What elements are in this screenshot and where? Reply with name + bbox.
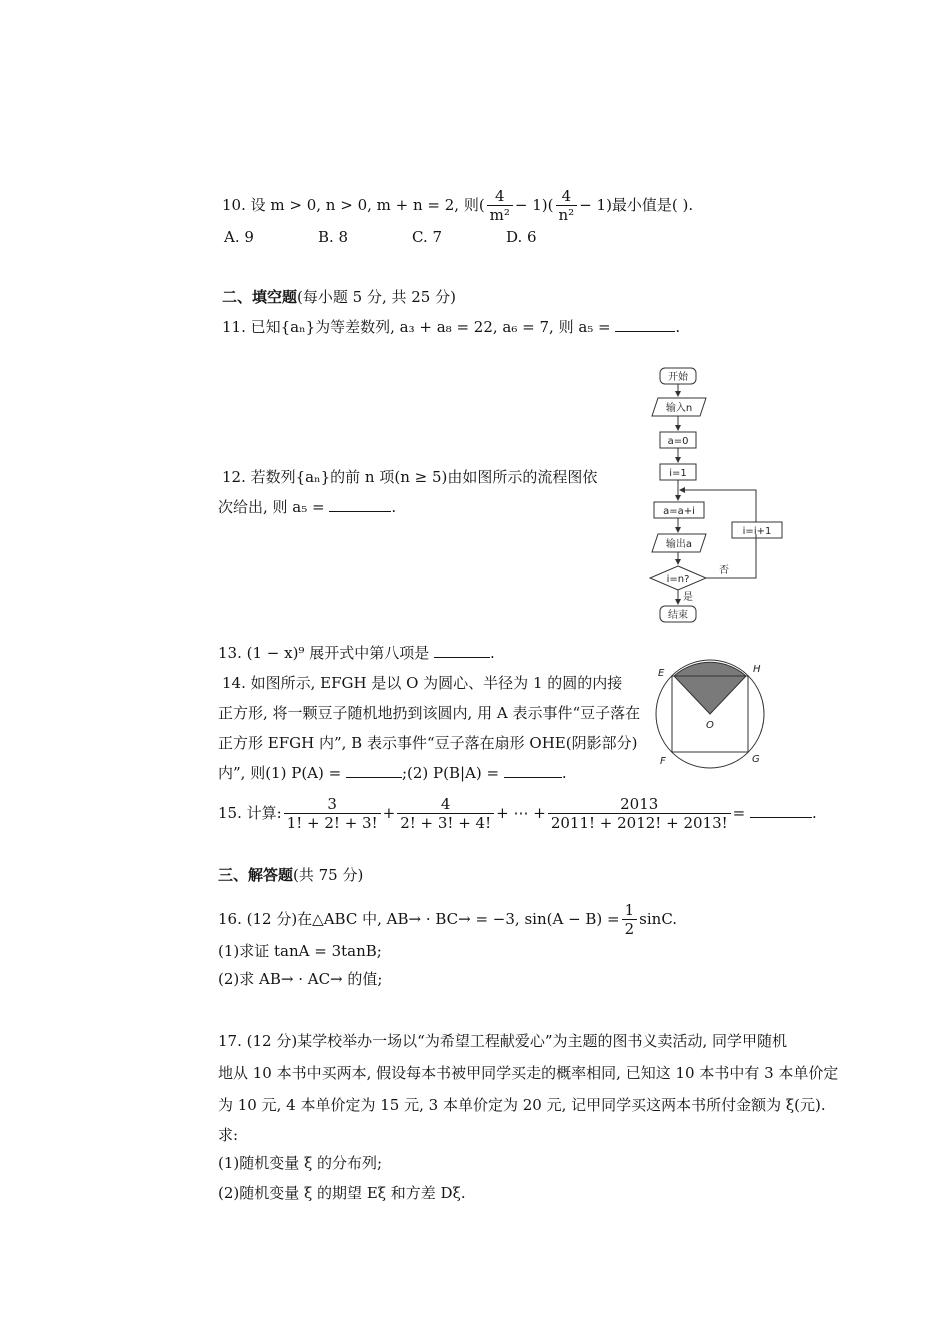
q11-text: 11. 已知{aₙ}为等差数列, a₃ + a₈ = 22, a₆ = 7, 则 a₅ = bbox=[222, 318, 611, 336]
q17-part1: (1)随机变量 ξ 的分布列; bbox=[218, 1154, 383, 1172]
q16-stem bbox=[218, 902, 677, 938]
circle-figure bbox=[650, 656, 770, 774]
q17-line3: 为 10 元, 4 本单价定为 15 元, 3 本单价定为 20 元, 记甲同学买这两本书所付金额为 ξ(元). bbox=[218, 1096, 826, 1114]
q10-f1-den: m² bbox=[489, 205, 510, 224]
q10-stem-mid: − 1)( bbox=[514, 195, 554, 214]
q10-option-c: C. 7 bbox=[412, 228, 443, 246]
label-h: H bbox=[753, 664, 761, 675]
q10-stem-part-b: − 1)最小值是( ). bbox=[579, 195, 694, 214]
q16-frac-num: 1 bbox=[622, 902, 638, 920]
q15-answer-blank bbox=[750, 815, 812, 818]
q12-end: . bbox=[391, 498, 397, 516]
q15-label: 15. 计算: bbox=[218, 803, 282, 822]
flow-cond-text: i=n? bbox=[666, 574, 690, 585]
q13-end: . bbox=[490, 644, 495, 662]
q10-option-d: D. 6 bbox=[506, 228, 537, 246]
q14-line1: 14. 如图所示, EFGH 是以 O 为圆心、半径为 1 的圆的内接 bbox=[222, 674, 623, 692]
q10-option-b: B. 8 bbox=[318, 228, 349, 246]
q10-option-a: A. 9 bbox=[224, 228, 254, 246]
flow-yes-label: 是 bbox=[683, 592, 693, 603]
flow-update-a-text: a=a+i bbox=[663, 506, 695, 517]
q15-t3-num: 2013 bbox=[548, 796, 731, 814]
q14-answer-blank-1 bbox=[346, 775, 402, 778]
q14-line4b: ;(2) P(B|A) = bbox=[401, 764, 500, 782]
q10-stem-part-a: 10. 设 m > 0, n > 0, m + n = 2, 则( bbox=[222, 195, 485, 214]
flow-output-text: 输出a bbox=[665, 539, 693, 550]
flow-end-text: 结束 bbox=[668, 610, 688, 621]
section3-title: 三、解答题 bbox=[218, 866, 294, 884]
q14-line4 bbox=[218, 766, 567, 781]
flow-input-text: 输入n bbox=[665, 403, 693, 414]
section2-heading bbox=[222, 290, 456, 305]
label-f: F bbox=[660, 756, 666, 767]
flow-loop-line bbox=[706, 534, 756, 578]
q15-t2-den: 2! + 3! + 4! bbox=[400, 813, 492, 832]
label-e: E bbox=[658, 668, 665, 679]
q15-t3-den: 2011! + 2012! + 2013! bbox=[550, 813, 728, 832]
q10-stem bbox=[222, 188, 693, 224]
q16-fraction bbox=[622, 902, 638, 938]
section2-title: 二、填空题 bbox=[222, 288, 298, 306]
q11-answer-blank bbox=[615, 329, 675, 332]
q16-frac-den: 2 bbox=[624, 919, 635, 938]
q15-term-1 bbox=[284, 796, 381, 832]
q16-part1: (1)求证 tanA = 3tanB; bbox=[218, 942, 382, 960]
q10-fraction-2 bbox=[556, 188, 578, 224]
q16-stem-b: sinC. bbox=[639, 909, 678, 928]
q14-line3: 正方形 EFGH 内”, B 表示事件“豆子落在扇形 OHE(阴影部分) bbox=[218, 734, 638, 752]
q13-text: 13. (1 − x)⁹ 展开式中第八项是 bbox=[218, 644, 430, 662]
q10-fraction-1 bbox=[487, 188, 513, 224]
q12-line2 bbox=[218, 500, 396, 515]
q11-end: . bbox=[675, 318, 681, 336]
q12-line1: 12. 若数列{aₙ}的前 n 项(n ≥ 5)由如图所示的流程图依 bbox=[222, 468, 598, 486]
q17-line4: 求: bbox=[218, 1126, 239, 1144]
q14-line4a: 内”, 则(1) P(A) = bbox=[218, 764, 342, 782]
q15-dots: + ⋯ + bbox=[496, 803, 546, 822]
q10-f2-num: 4 bbox=[556, 188, 578, 206]
flowchart bbox=[640, 360, 800, 630]
q15-term-3 bbox=[548, 796, 731, 832]
q17-part2: (2)随机变量 ξ 的期望 Eξ 和方差 Dξ. bbox=[218, 1184, 466, 1202]
q12-line2-text: 次给出, 则 a₅ = bbox=[218, 498, 325, 516]
label-o: O bbox=[706, 720, 714, 731]
q15-eq: = bbox=[732, 803, 746, 822]
section3-heading bbox=[218, 868, 363, 883]
q15-t2-num: 4 bbox=[397, 796, 494, 814]
q17-line1: 17. (12 分)某学校举办一场以“为希望工程献爱心”为主题的图书义卖活动, 同学甲随机 bbox=[218, 1032, 788, 1050]
q14-end: . bbox=[561, 764, 567, 782]
q11 bbox=[222, 320, 680, 335]
q15-t1-den: 1! + 2! + 3! bbox=[286, 813, 378, 832]
flow-start-text: 开始 bbox=[668, 372, 688, 383]
section2-note: (每小题 5 分, 共 25 分) bbox=[297, 288, 456, 306]
q16-part2: (2)求 AB→ · AC→ 的值; bbox=[218, 970, 383, 988]
q13 bbox=[218, 646, 495, 661]
section3-note: (共 75 分) bbox=[293, 866, 364, 884]
q15-t1-num: 3 bbox=[284, 796, 381, 814]
q15-end: . bbox=[812, 803, 817, 822]
flow-no-label: 否 bbox=[719, 565, 729, 576]
flow-update-i-text: i=i+1 bbox=[742, 526, 772, 537]
q14-line2: 正方形, 将一颗豆子随机地扔到该圆内, 用 A 表示事件“豆子落在 bbox=[218, 704, 641, 722]
q15-plus: + bbox=[382, 803, 396, 822]
q14-answer-blank-2 bbox=[504, 775, 562, 778]
q16-stem-a: 16. (12 分)在△ABC 中, AB→ · BC→ = −3, sin(A − B) = bbox=[218, 909, 620, 928]
q15-term-2 bbox=[397, 796, 494, 832]
shaded-sector bbox=[674, 662, 746, 714]
flow-init-a-text: a=0 bbox=[667, 436, 689, 447]
q17-line2: 地从 10 本书中买两本, 假设每本书被甲同学买走的概率相同, 已知这 10 本书中有 3 本单价定 bbox=[218, 1064, 839, 1082]
q15 bbox=[218, 796, 817, 832]
q13-answer-blank bbox=[434, 655, 490, 658]
flow-init-i-text: i=1 bbox=[669, 468, 687, 479]
label-g: G bbox=[752, 754, 760, 765]
q12-answer-blank bbox=[329, 509, 391, 512]
q10-f2-den: n² bbox=[558, 205, 575, 224]
q10-f1-num: 4 bbox=[487, 188, 513, 206]
